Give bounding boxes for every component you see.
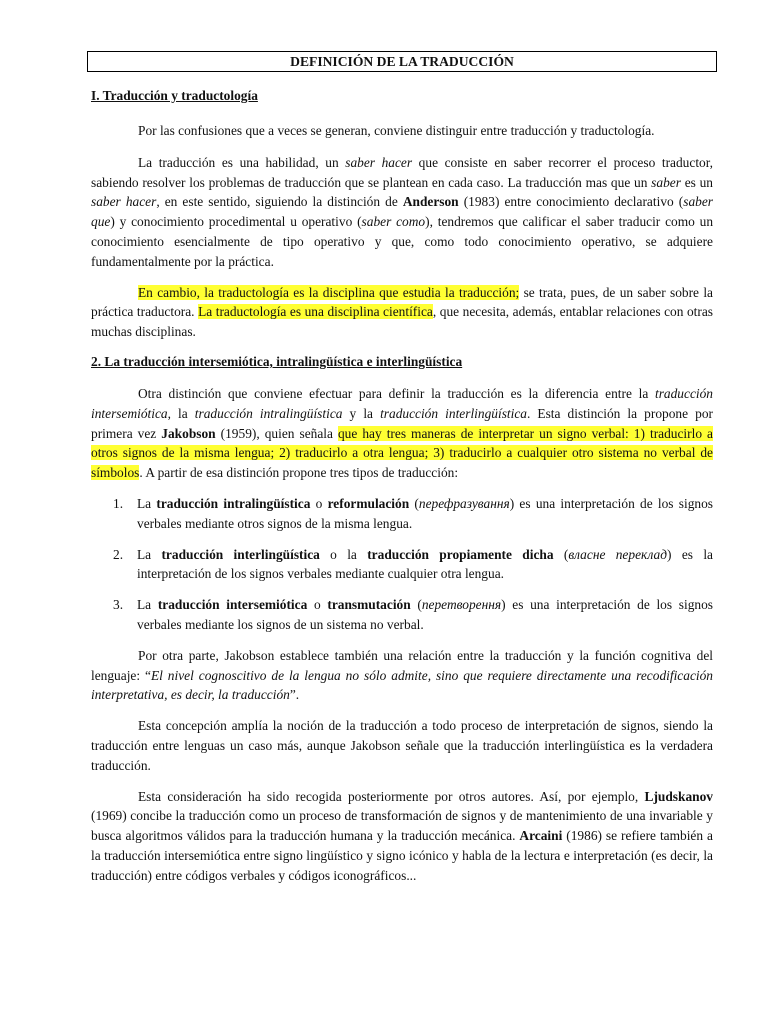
document-body (91, 86, 713, 886)
list-item (91, 494, 713, 534)
text-run: , en este sentido, siguiendo la distinción de (156, 194, 403, 210)
bold-term: traducción intralingüística (156, 495, 311, 511)
highlighted-text: que hay tres maneras de interpretar un signo verbal: 1) traducirlo a otros signos de la misma lengua; 2) traducirlo a otra lengua; 3) traducirlo a cualquier otro sistema no verbal de símbolos (91, 425, 713, 481)
italic-term: saber que (91, 194, 713, 230)
document-title: DEFINICIÓN DE LA TRADUCCIÓN (87, 51, 717, 72)
bold-term: traducción interlingüística (161, 546, 320, 562)
author-name: Jakobson (161, 425, 216, 441)
text-run: o (307, 597, 328, 613)
text-run: ”. (289, 687, 300, 703)
bold-term: traducción intersemiótica (157, 597, 308, 613)
text-run: La traducción es una habilidad, un (138, 154, 346, 170)
text-run: . A partir de esa distinción propone tres tipos de traducción: (139, 465, 459, 481)
section-2-heading: 2. La traducción intersemiótica, intralingüística e interlingüística (91, 353, 463, 369)
list-number: 3. (113, 597, 124, 613)
bold-term: traducción propiamente dicha (367, 546, 554, 562)
italic-term: saber hacer (345, 154, 413, 170)
text-run: ( (410, 597, 422, 613)
section-1-paragraph-2 (91, 153, 713, 272)
text-run: (1983) entre conocimiento declarativo ( (458, 194, 684, 210)
text-run: o la (319, 546, 368, 562)
text-run: La (137, 597, 158, 613)
text-run: (1986) se refiere también a la traducción intersemiótica entre signo lingüístico y signo icónico y habla de la lectura e interpretación (es decir, la traducción) entre códigos verbales y códigos iconográficos... (91, 828, 713, 883)
bold-term: transmutación (327, 597, 411, 613)
text-run: ), tendremos que calificar el saber traducir como un conocimiento esencialmente de tipo operativo y que, como todo conocimiento operativo, se adquiere fundamentalmente por la práctica. (91, 214, 714, 269)
text-run: Otra distinción que conviene efectuar para definir la traducción es la diferencia entre la (138, 385, 655, 401)
author-name: Anderson (402, 194, 459, 210)
text-run: ) es una interpretación de los signos verbales mediante otros signos de la misma lengua. (137, 495, 713, 531)
text-run: que consiste en saber recorrer el proceso traductor, sabiendo resolver los problemas de traducción que se plantean en cada caso. La traducción mas que un (91, 154, 714, 190)
text-run: ) y conocimiento procedimental u operativo ( (110, 214, 362, 230)
text-run: es un (680, 174, 713, 190)
section-2-paragraph-2 (91, 646, 713, 705)
text-run: y la (342, 405, 381, 421)
section-2-paragraph-3: Esta concepción amplía la noción de la traducción a todo proceso de interpretación de signos, siendo la traducción entre lenguas un caso más, aunque Jakobson señale que la traducción interlingüística es la verdadera traducción. (91, 718, 713, 773)
list-number: 2. (113, 546, 124, 562)
italic-term: saber hacer (91, 194, 157, 210)
text-run: (1959), quien señala (215, 425, 338, 441)
text-run: . Esta distinción la propone por primera vez (91, 405, 713, 441)
text-run: o (310, 495, 328, 511)
section-2-paragraph-4 (91, 787, 713, 886)
text-run: La (137, 495, 157, 511)
list-item (91, 595, 713, 635)
text-run: ( (409, 495, 419, 511)
highlighted-text: En cambio, la traductología es la disciplina que estudia la traducción; (138, 284, 520, 300)
ukrainian-term: власне переклад (568, 546, 668, 562)
text-run: La (137, 546, 162, 562)
text-run: ( (553, 546, 569, 562)
text-run: (1969) concibe la traducción como un proceso de transformación de signos y de mantenimiento de una invariable y busca algoritmos válidos para la traducción humana y la traducción mecánica. (91, 808, 713, 844)
section-2-paragraph-1 (91, 384, 713, 483)
text-run: Esta consideración ha sido recogida posteriormente por otros autores. Así, por ejemplo, (138, 788, 645, 804)
text-run: ) es una interpretación de los signos verbales mediante los signos de un sistema no verbal. (137, 597, 713, 632)
text-run: Por otra parte, Jakobson establece también una relación entre la traducción y la función cognitiva del lenguaje: “ (91, 647, 713, 683)
list-number: 1. (113, 495, 124, 511)
italic-term: traducción interlingüística (380, 405, 527, 421)
text-run: , que necesita, además, entablar relaciones con otras muchas disciplinas. (91, 304, 714, 340)
italic-term: saber (651, 174, 681, 190)
text-run: , la (167, 405, 195, 421)
italic-term: traducción intralingüística (194, 405, 343, 421)
italic-quote: El nivel cognoscitivo de la lengua no sólo admite, sino que requiere directamente una recodificación interpretativa, es decir, la traducción (91, 667, 713, 703)
section-1-paragraph-3 (91, 283, 713, 342)
italic-term: saber como (361, 214, 426, 230)
translation-types-list (91, 494, 713, 635)
author-name: Ljudskanov (644, 788, 713, 804)
section-1-heading: I. Traducción y traductología (91, 88, 258, 103)
highlighted-text: La traductología es una disciplina científica (198, 304, 433, 320)
italic-term: traducción intersemiótica (91, 385, 713, 421)
text-run: ) es la interpretación de los signos verbales mediante cualquier otra lengua. (137, 546, 713, 582)
section-1-paragraph-1: Por las confusiones que a veces se generan, conviene distinguir entre traducción y traductología. (138, 123, 655, 138)
ukrainian-term: перетворення (421, 597, 502, 613)
bold-term: reformulación (327, 495, 410, 511)
ukrainian-term: перефразування (418, 495, 510, 511)
list-item (91, 545, 713, 585)
author-name: Arcaini (519, 828, 563, 844)
text-run: se trata, pues, de un saber sobre la práctica traductora. (91, 284, 713, 320)
